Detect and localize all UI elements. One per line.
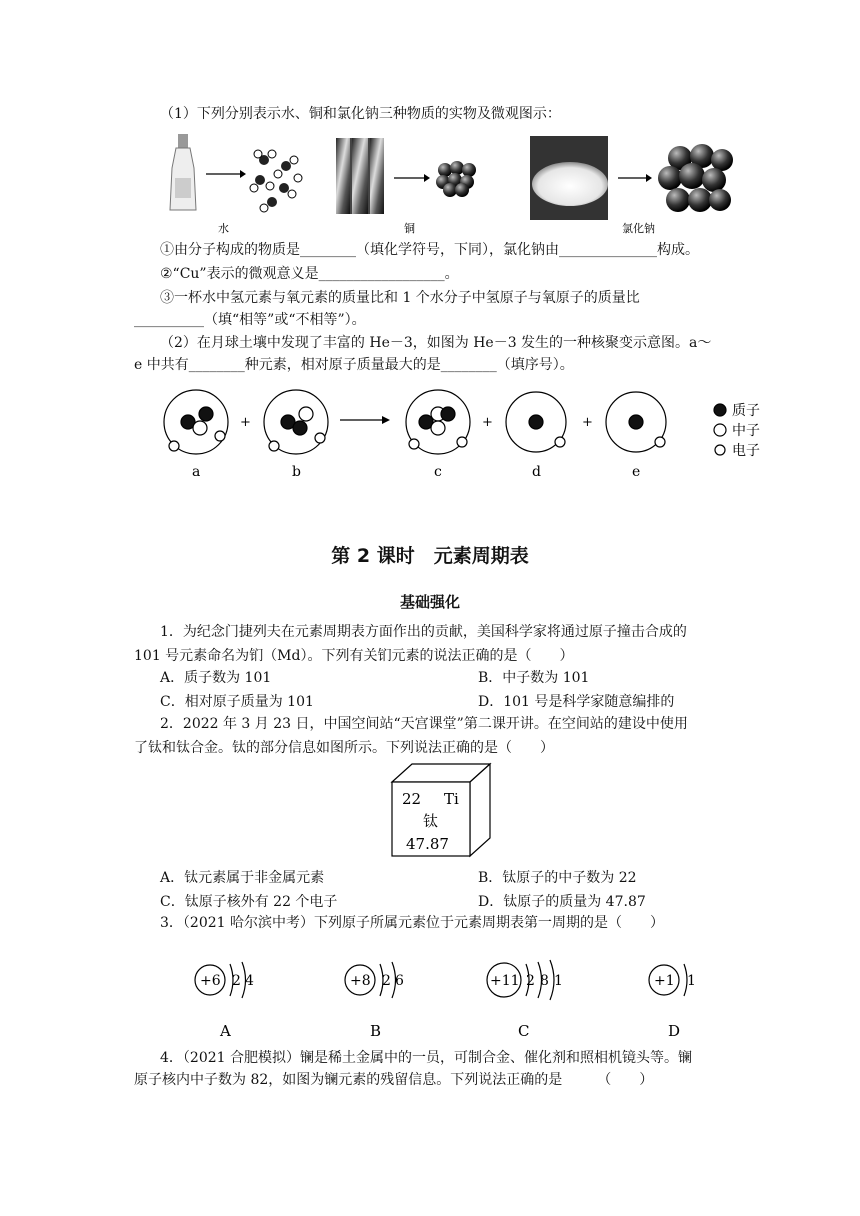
part1-q1: ①由分子构成的物质是________（填化学符号，下同），氯化钠由______________构成。 [160,242,699,258]
q3-b-nucleus: +8 [350,973,371,989]
ti-atomic-mass: 47.87 [406,835,449,853]
water-bottle-photo [170,134,196,210]
q1-stem-line2: 101 号元素命名为钔（Md）。下列有关钔元素的说法正确的是（ ） [134,648,574,664]
q3-d-nucleus: +1 [654,973,675,989]
atom-label-d: d [532,464,541,480]
legend-proton-icon [714,404,726,416]
nacl-lattice-diagram [658,144,733,212]
atomic-structure-diagrams [180,950,720,1042]
q2-option-d: D．钛原子的质量为 47.87 [478,894,646,910]
section-title: 第 2 课时 元素周期表 [331,545,529,567]
ti-symbol: Ti [444,790,459,808]
q3-c-shell-1: 2 [526,973,535,989]
q2-option-b: B．钛原子的中子数为 22 [478,870,637,886]
salt-photo [530,136,608,220]
titanium-element-card [386,760,496,860]
legend-electron-label: 电子 [732,443,760,459]
plus-1: + [240,415,251,430]
part1-intro: （1）下列分别表示水、铜和氯化钠三种物质的实物及微观图示： [160,106,561,122]
plus-3: + [582,415,593,430]
copper-tubes-photo [336,138,384,214]
q3-b-shell-1: 2 [382,973,391,989]
q2-option-c: C．钛原子核外有 22 个电子 [160,894,338,910]
q4-stem-line1: 4．（2021 合肥模拟）镧是稀土金属中的一员，可制合金、催化剂和照相机镜头等。镧 [160,1050,692,1066]
atom-d-diagram [506,392,566,452]
label-copper: 铜 [404,222,415,235]
atom-label-b: b [292,464,301,480]
q3-label-b: B [370,1022,382,1040]
substances-figure [160,130,740,238]
q3-label-d: D [668,1022,681,1040]
q1-option-c: C．相对原子质量为 101 [160,694,314,710]
q2-stem-line2: 了钛和钛合金。钛的部分信息如图所示。下列说法正确的是（ ） [134,740,554,756]
ti-atomic-number: 22 [402,790,422,808]
q3-b-shell-2: 6 [395,973,404,989]
plus-2: + [482,415,493,430]
label-water: 水 [218,222,229,235]
water-molecules-diagram [250,150,302,212]
q1-stem-line1: 1．为纪念门捷列夫在元素周期表方面作出的贡献，美国科学家将通过原子撞击合成的 [160,624,687,640]
q3-stem: 3．（2021 哈尔滨中考）下列原子所属元素位于元素周期表第一周期的是（ ） [160,915,664,931]
q3-label-a: A [220,1022,231,1040]
q3-c-shell-3: 1 [554,973,563,989]
atom-label-e: e [632,464,641,480]
q3-label-c: C [518,1022,530,1040]
part1-q3-line2: __________（填“相等”或“不相等”）。 [134,312,366,328]
ti-name: 钛 [423,812,439,830]
q3-c-shell-2: 8 [540,973,549,989]
label-nacl: 氯化钠 [622,222,655,235]
legend-electron-icon [715,445,725,455]
q3-d-shell-1: 1 [687,973,696,989]
q4-stem-line2: 原子核内中子数为 82，如图为镧元素的残留信息。下列说法正确的是 （ ） [134,1072,654,1088]
atom-label-c: c [434,464,442,480]
q3-a-shell-1: 2 [232,973,241,989]
legend-proton-label: 质子 [732,403,760,419]
q2-stem-line1: 2．2022 年 3 月 23 日，中国空间站“天宫课堂”第二课开讲。在空间站的建设中使用 [160,716,688,732]
q3-a-nucleus: +6 [200,973,221,989]
atom-e-diagram [606,392,666,452]
part2-line1: （2）在月球土壤中发现了丰富的 He－3，如图为 He－3 发生的一种核聚变示意图。a～ [160,335,712,351]
q1-option-b: B．中子数为 101 [478,670,590,686]
part1-q3-line1: ③一杯水中氢元素与氧元素的质量比和 1 个水分子中氢原子与氧原子的质量比 [160,290,640,306]
q3-a-shell-2: 4 [245,973,254,989]
q3-c-nucleus: +11 [490,973,520,989]
atom-label-a: a [192,464,201,480]
q1-option-a: A．质子数为 101 [160,670,272,686]
atom-a-diagram [164,390,228,454]
fusion-figure [150,384,790,484]
atom-b-diagram [264,390,328,454]
q1-option-d: D．101 号是科学家随意编排的 [478,694,675,710]
legend-neutron-label: 中子 [732,423,760,439]
section-subtitle: 基础强化 [399,593,460,611]
part1-q2: ②“Cu”表示的微观意义是__________________。 [160,266,459,282]
part2-line2: e 中共有________种元素，相对原子质量最大的是________（填序号）。 [134,357,574,373]
q2-option-a: A．钛元素属于非金属元素 [160,870,325,886]
legend-neutron-icon [714,424,726,436]
copper-atoms-diagram [436,161,476,197]
atom-c-diagram [406,390,470,454]
